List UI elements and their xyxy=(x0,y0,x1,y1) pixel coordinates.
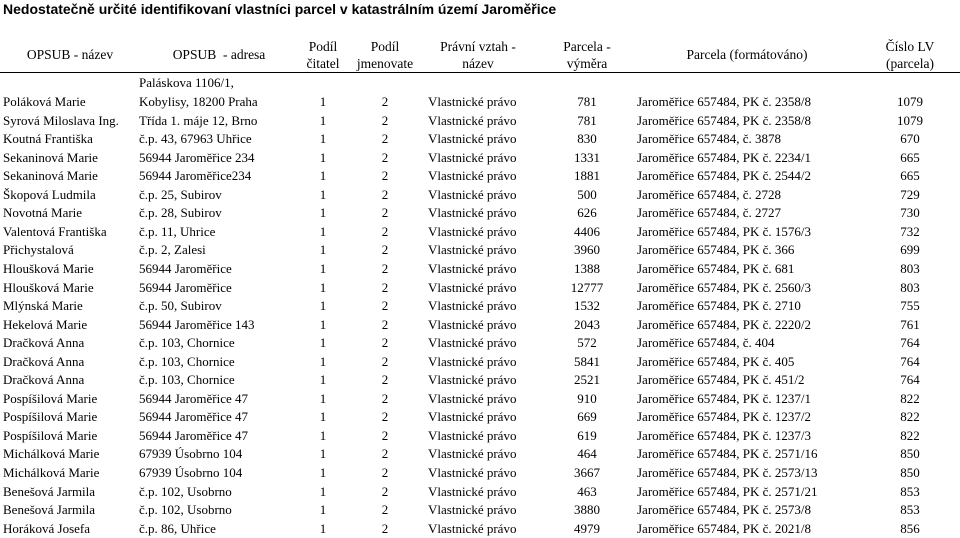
cell-owner-address: č.p. 102, Usobrno xyxy=(139,502,232,518)
cell-pravni-vztah: Vlastnické právo xyxy=(428,372,517,388)
cell-podil-jmenovatel: 2 xyxy=(381,353,389,369)
cell-parcela-formatovano: Jaroměřice 657484, PK č. 2573/13 xyxy=(637,465,818,480)
cell-podil-citatel: 1 xyxy=(319,168,327,184)
cell-parcela-vymera: 2043 xyxy=(574,316,600,332)
cell-owner-address: Třída 1. máje 12, Brno xyxy=(139,112,258,128)
cell-cislo-lv: 665 xyxy=(900,149,920,165)
cell-podil-jmenovatel: 2 xyxy=(381,260,389,276)
cell-podil-citatel: 1 xyxy=(319,390,327,406)
cell-owner-address: 56944 Jaroměřice234 xyxy=(139,168,252,184)
cell-owner-address: 56944 Jaroměřice 47 xyxy=(139,409,249,425)
cell-parcela-vymera: 464 xyxy=(577,446,597,462)
cell-owner-address: č.p. 28, Subirov xyxy=(139,205,222,221)
cell-parcela-vymera: 1532 xyxy=(574,298,600,314)
cell-owner-name: Dračková Anna xyxy=(3,335,85,351)
cell-owner-name: Pospíšilová Marie xyxy=(3,390,98,406)
cell-owner-name: Dračková Anna xyxy=(3,353,85,369)
cell-owner-name: Koutná Františka xyxy=(3,131,93,147)
cell-cislo-lv: 856 xyxy=(900,520,920,536)
cell-owner-address: č.p. 102, Usobrno xyxy=(139,483,232,499)
cell-podil-jmenovatel: 2 xyxy=(381,205,389,221)
cell-pravni-vztah: Vlastnické právo xyxy=(428,409,517,425)
cell-owner-name: Novotná Marie xyxy=(3,205,83,221)
header-podil-citatel: Podíl čitatel xyxy=(306,39,340,71)
cell-owner-address: 56944 Jaroměřice 47 xyxy=(139,390,249,406)
cell-podil-jmenovatel: 2 xyxy=(381,112,389,128)
cell-parcela-vymera: 12777 xyxy=(570,279,604,295)
cell-cislo-lv: 730 xyxy=(900,205,920,221)
cell-podil-citatel: 1 xyxy=(319,223,327,239)
cell-parcela-formatovano: Jaroměřice 657484, PK č. 1237/3 xyxy=(637,427,812,443)
cell-parcela-formatovano: Jaroměřice 657484, č. 2727 xyxy=(637,205,782,221)
cell-podil-citatel: 1 xyxy=(319,186,327,202)
cell-podil-jmenovatel: 2 xyxy=(381,520,389,536)
cell-cislo-lv: 822 xyxy=(900,409,920,425)
cell-podil-citatel: 1 xyxy=(319,260,327,276)
cell-cislo-lv: 761 xyxy=(900,316,920,332)
cell-podil-jmenovatel: 2 xyxy=(381,279,389,295)
cell-owner-address: 56944 Jaroměřice 47 xyxy=(139,427,249,443)
cell-podil-citatel: 1 xyxy=(319,205,327,221)
header-opsub-nazev: OPSUB - název xyxy=(26,47,114,62)
cell-pravni-vztah: Vlastnické právo xyxy=(428,260,517,276)
cell-podil-citatel: 1 xyxy=(319,409,327,425)
cell-owner-address: 56944 Jaroměřice 234 xyxy=(139,149,255,165)
cell-parcela-formatovano: Jaroměřice 657484, č. 404 xyxy=(637,335,775,351)
cell-parcela-formatovano: Jaroměřice 657484, PK č. 2571/16 xyxy=(637,446,818,462)
header-pravni-vztah: Právní vztah - název xyxy=(440,39,516,71)
cell-parcela-formatovano: Jaroměřice 657484, č. 3878 xyxy=(637,131,782,147)
cell-parcela-formatovano: Jaroměřice 657484, PK č. 1576/3 xyxy=(637,223,812,239)
cell-parcela-vymera: 830 xyxy=(577,131,597,147)
cell-owner-address: č.p. 103, Chornice xyxy=(139,335,235,351)
cell-owner-name: Dračková Anna xyxy=(3,372,85,388)
cell-parcela-formatovano: Jaroměřice 657484, PK č. 2710 xyxy=(637,298,801,314)
cell-owner-name: Horáková Josefa xyxy=(3,520,90,536)
cell-pravni-vztah: Vlastnické právo xyxy=(428,242,517,258)
cell-owner-name: Michálková Marie xyxy=(3,465,100,480)
cell-podil-jmenovatel: 2 xyxy=(381,242,389,258)
cell-podil-jmenovatel: 2 xyxy=(381,168,389,184)
cell-parcela-formatovano: Jaroměřice 657484, PK č. 1237/2 xyxy=(637,409,812,425)
cell-owner-name: Přichystalová xyxy=(3,242,74,258)
cell-owner-address: č.p. 50, Subirov xyxy=(139,298,222,314)
cell-pravni-vztah: Vlastnické právo xyxy=(428,427,517,443)
cell-podil-jmenovatel: 2 xyxy=(381,316,389,332)
cell-parcela-formatovano: Jaroměřice 657484, PK č. 681 xyxy=(637,260,795,276)
cell-owner-name: Sekaninová Marie xyxy=(3,149,98,165)
cell-owner-name: Syrová Miloslava Ing. xyxy=(3,112,119,128)
cell-podil-jmenovatel: 2 xyxy=(381,390,389,406)
cell-cislo-lv: 764 xyxy=(900,335,920,351)
cell-owner-address: 56944 Jaroměřice xyxy=(139,279,232,295)
cell-pravni-vztah: Vlastnické právo xyxy=(428,223,517,239)
cell-parcela-vymera: 3880 xyxy=(574,502,600,518)
cell-cislo-lv: 803 xyxy=(900,279,920,295)
cell-parcela-vymera: 1881 xyxy=(574,168,600,184)
cell-parcela-vymera: 2521 xyxy=(574,372,600,388)
cell-podil-citatel: 1 xyxy=(319,131,327,147)
cell-pravni-vztah: Vlastnické právo xyxy=(428,465,517,480)
cell-cislo-lv: 755 xyxy=(900,298,920,314)
cell-cislo-lv: 729 xyxy=(900,186,920,202)
cell-parcela-formatovano: Jaroměřice 657484, PK č. 2571/21 xyxy=(637,483,818,499)
cell-parcela-vymera: 4406 xyxy=(574,223,600,239)
cell-owner-name: Michálková Marie xyxy=(3,446,100,462)
cell-owner-name: Benešová Jarmila xyxy=(3,502,96,518)
cell-owner-name: Pospíšilová Marie xyxy=(3,427,98,443)
cell-owner-name: Sekaninová Marie xyxy=(3,168,98,184)
cell-pravni-vztah: Vlastnické právo xyxy=(428,131,517,147)
cell-owner-address: č.p. 103, Chornice xyxy=(139,353,235,369)
cell-pravni-vztah: Vlastnické právo xyxy=(428,149,517,165)
cell-pravni-vztah: Vlastnické právo xyxy=(428,316,517,332)
cell-podil-jmenovatel: 2 xyxy=(381,427,389,443)
cell-podil-citatel: 1 xyxy=(319,94,327,109)
cell-pravni-vztah: Vlastnické právo xyxy=(428,298,517,314)
cell-owner-name: Hloušková Marie xyxy=(3,279,94,295)
cell-pravni-vztah: Vlastnické právo xyxy=(428,112,517,128)
cell-parcela-vymera: 5841 xyxy=(574,353,600,369)
cell-podil-citatel: 1 xyxy=(319,446,327,462)
cell-parcela-formatovano: Jaroměřice 657484, PK č. 2234/1 xyxy=(637,149,812,165)
cell-parcela-vymera: 1331 xyxy=(574,149,600,165)
cell-podil-citatel: 1 xyxy=(319,465,327,480)
header-opsub-adresa: OPSUB - adresa xyxy=(172,47,266,62)
cell-parcela-formatovano: Jaroměřice 657484, PK č. 2220/2 xyxy=(637,316,812,332)
cell-pravni-vztah: Vlastnické právo xyxy=(428,520,517,536)
cell-owner-address: 67939 Úsobrno 104 xyxy=(139,446,243,462)
cell-podil-citatel: 1 xyxy=(319,316,327,332)
cell-cislo-lv: 822 xyxy=(900,390,920,406)
cell-podil-citatel: 1 xyxy=(319,149,327,165)
cell-pravni-vztah: Vlastnické právo xyxy=(428,483,517,499)
cell-cislo-lv: 764 xyxy=(900,353,920,369)
cell-pravni-vztah: Vlastnické právo xyxy=(428,353,517,369)
cell-podil-jmenovatel: 2 xyxy=(381,298,389,314)
header-cislo-lv: Číslo LV (parcela) xyxy=(885,39,935,71)
cell-owner-address: 56944 Jaroměřice 143 xyxy=(139,316,255,332)
cell-podil-jmenovatel: 2 xyxy=(381,502,389,518)
cell-cislo-lv: 822 xyxy=(900,427,920,443)
cell-podil-citatel: 1 xyxy=(319,279,327,295)
cell-owner-address: č.p. 2, Zalesi xyxy=(139,242,206,258)
cell-parcela-vymera: 3667 xyxy=(574,465,600,480)
cell-cislo-lv: 732 xyxy=(900,223,920,239)
cell-podil-jmenovatel: 2 xyxy=(381,465,389,480)
cell-parcela-formatovano: Jaroměřice 657484, PK č. 366 xyxy=(637,242,795,258)
cell-owner-address: č.p. 11, Uhrice xyxy=(139,223,216,239)
cell-pravni-vztah: Vlastnické právo xyxy=(428,335,517,351)
cell-owner-address: č.p. 43, 67963 Uhřice xyxy=(139,131,252,147)
cell-pravni-vztah: Vlastnické právo xyxy=(428,94,517,109)
cell-cislo-lv: 670 xyxy=(900,131,920,147)
cell-parcela-formatovano: Jaroměřice 657484, PK č. 2021/8 xyxy=(637,520,812,536)
cell-parcela-formatovano: Jaroměřice 657484, PK č. 2560/3 xyxy=(637,279,812,295)
cell-owner-name: Hekelová Marie xyxy=(3,316,88,332)
cell-parcela-formatovano: Jaroměřice 657484, PK č. 451/2 xyxy=(637,372,805,388)
cell-cislo-lv: 853 xyxy=(900,502,920,518)
cell-cislo-lv: 1079 xyxy=(897,112,923,128)
cell-parcela-vymera: 572 xyxy=(577,335,597,351)
cell-parcela-vymera: 1388 xyxy=(574,260,600,276)
cell-podil-citatel: 1 xyxy=(319,298,327,314)
cell-podil-jmenovatel: 2 xyxy=(381,186,389,202)
cell-podil-jmenovatel: 2 xyxy=(381,149,389,165)
cell-owner-name: Škopová Ludmila xyxy=(3,186,96,202)
cell-parcela-vymera: 500 xyxy=(577,186,597,202)
header-parcela-vymera: Parcela - výměra xyxy=(563,39,611,71)
cell-owner-address: č.p. 103, Chornice xyxy=(139,372,235,388)
cell-pravni-vztah: Vlastnické právo xyxy=(428,205,517,221)
cell-parcela-vymera: 669 xyxy=(577,409,597,425)
cell-parcela-vymera: 910 xyxy=(577,390,597,406)
cell-parcela-vymera: 626 xyxy=(577,205,597,221)
cell-owner-address: č.p. 25, Subirov xyxy=(139,186,222,202)
cell-owner-name: Pospíšilová Marie xyxy=(3,409,98,425)
cell-podil-jmenovatel: 2 xyxy=(381,372,389,388)
cell-owner-name: Mlýnská Marie xyxy=(3,298,83,314)
cell-owner-address: č.p. 86, Uhřice xyxy=(139,520,216,536)
cell-podil-citatel: 1 xyxy=(319,427,327,443)
cell-owner-address: Paláskova 1106/1, Kobylisy, 18200 Praha xyxy=(139,75,258,109)
cell-cislo-lv: 764 xyxy=(900,372,920,388)
cell-podil-citatel: 1 xyxy=(319,502,327,518)
cell-parcela-formatovano: Jaroměřice 657484, PK č. 1237/1 xyxy=(637,390,812,406)
cell-parcela-vymera: 4979 xyxy=(574,520,600,536)
cell-parcela-vymera: 619 xyxy=(577,427,597,443)
cell-podil-citatel: 1 xyxy=(319,483,327,499)
cell-pravni-vztah: Vlastnické právo xyxy=(428,186,517,202)
cell-podil-jmenovatel: 2 xyxy=(381,131,389,147)
cell-podil-citatel: 1 xyxy=(319,242,327,258)
cell-podil-citatel: 1 xyxy=(319,112,327,128)
page-title: Nedostatečně určité identifikovaní vlastníci parcel v katastrálním území Jaroměřice xyxy=(3,1,557,17)
cell-podil-citatel: 1 xyxy=(319,353,327,369)
cell-podil-jmenovatel: 2 xyxy=(381,446,389,462)
header-podil-jmenovatel: Podíl jmenovate xyxy=(356,39,414,71)
cell-cislo-lv: 665 xyxy=(900,168,920,184)
cell-cislo-lv: 853 xyxy=(900,483,920,499)
cell-owner-name: Valentová Františka xyxy=(3,223,107,239)
header-parcela-formatovano: Parcela (formátováno) xyxy=(686,47,808,62)
cell-podil-citatel: 1 xyxy=(319,335,327,351)
cell-parcela-formatovano: Jaroměřice 657484, PK č. 2544/2 xyxy=(637,168,812,184)
cell-cislo-lv: 850 xyxy=(900,446,920,462)
cell-parcela-formatovano: Jaroměřice 657484, č. 2728 xyxy=(637,186,782,202)
cell-podil-jmenovatel: 2 xyxy=(381,335,389,351)
cell-owner-name: Hloušková Marie xyxy=(3,260,94,276)
cell-cislo-lv: 699 xyxy=(900,242,920,258)
cell-podil-jmenovatel: 2 xyxy=(381,409,389,425)
cell-podil-citatel: 1 xyxy=(319,372,327,388)
header-divider xyxy=(0,72,960,73)
cell-parcela-vymera: 3960 xyxy=(574,242,600,258)
cell-pravni-vztah: Vlastnické právo xyxy=(428,279,517,295)
cell-parcela-formatovano: Jaroměřice 657484, PK č. 2358/8 xyxy=(637,112,812,128)
cell-parcela-formatovano: Jaroměřice 657484, PK č. 2573/8 xyxy=(637,502,812,518)
cell-podil-citatel: 1 xyxy=(319,520,327,536)
cell-podil-jmenovatel: 2 xyxy=(381,94,389,109)
cell-cislo-lv: 1079 xyxy=(897,94,923,109)
cell-pravni-vztah: Vlastnické právo xyxy=(428,390,517,406)
cell-pravni-vztah: Vlastnické právo xyxy=(428,446,517,462)
cell-cislo-lv: 850 xyxy=(900,465,920,480)
cell-parcela-vymera: 463 xyxy=(577,483,597,499)
cell-cislo-lv: 803 xyxy=(900,260,920,276)
cell-owner-address: 56944 Jaroměřice xyxy=(139,260,232,276)
cell-owner-name: Benešová Jarmila xyxy=(3,483,96,499)
cell-pravni-vztah: Vlastnické právo xyxy=(428,502,517,518)
cell-parcela-formatovano: Jaroměřice 657484, PK č. 405 xyxy=(637,353,795,369)
cell-owner-name: Poláková Marie xyxy=(3,94,86,109)
cell-owner-address: 67939 Úsobrno 104 xyxy=(139,465,243,480)
cell-parcela-formatovano: Jaroměřice 657484, PK č. 2358/8 xyxy=(637,94,812,109)
cell-podil-jmenovatel: 2 xyxy=(381,223,389,239)
cell-pravni-vztah: Vlastnické právo xyxy=(428,168,517,184)
cell-podil-jmenovatel: 2 xyxy=(381,483,389,499)
cell-parcela-vymera: 781 xyxy=(577,94,597,109)
cell-parcela-vymera: 781 xyxy=(577,112,597,128)
